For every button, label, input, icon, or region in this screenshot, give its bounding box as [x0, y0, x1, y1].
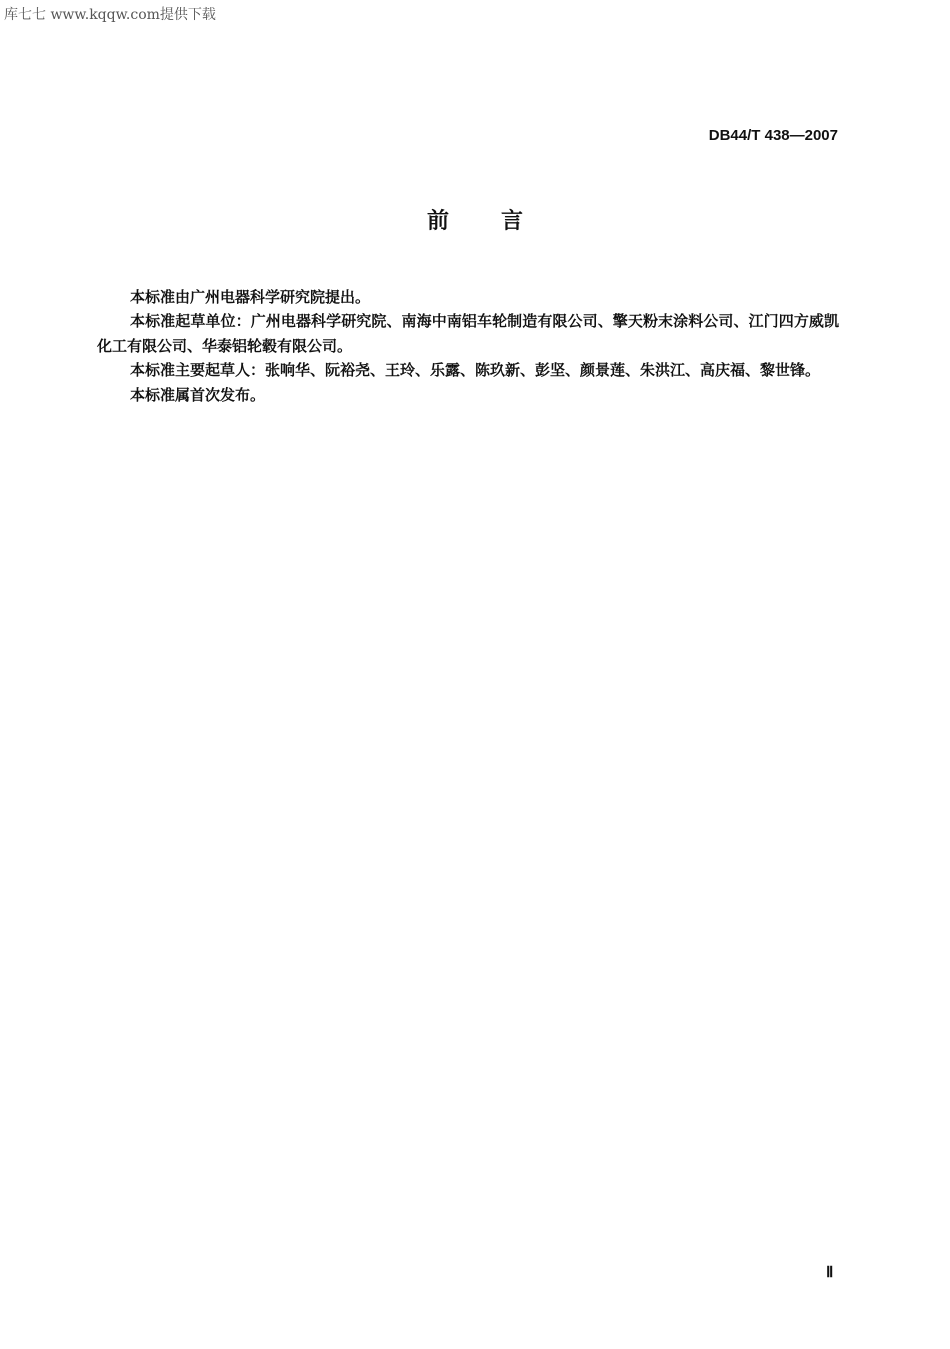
page-title: 前言 — [426, 209, 575, 234]
standard-code: DB44/T 438—2007 — [708, 127, 838, 144]
paragraph-drafters: 本标准主要起草人：张响华、阮裕尧、王玲、乐露、陈玖新、彭坚、颜景莲、朱洪江、高庆福、黎世锋。 — [130, 361, 821, 380]
paragraph-drafting-units: 本标准起草单位：广州电器科学研究院、南海中南铝车轮制造有限公司、擎天粉末涂料公司、江门四方威凯化工有限公司、华泰铝轮毂有限公司。 — [97, 312, 839, 355]
paragraph-release-note: 本标准属首次发布。 — [130, 385, 266, 404]
foreword-body — [97, 285, 839, 407]
watermark-text: 库七七 www.kqqw.com提供下载 — [4, 7, 216, 23]
page-number: Ⅱ — [826, 1265, 834, 1281]
paragraph-proposer: 本标准由广州电器科学研究院提出。 — [130, 288, 371, 306]
